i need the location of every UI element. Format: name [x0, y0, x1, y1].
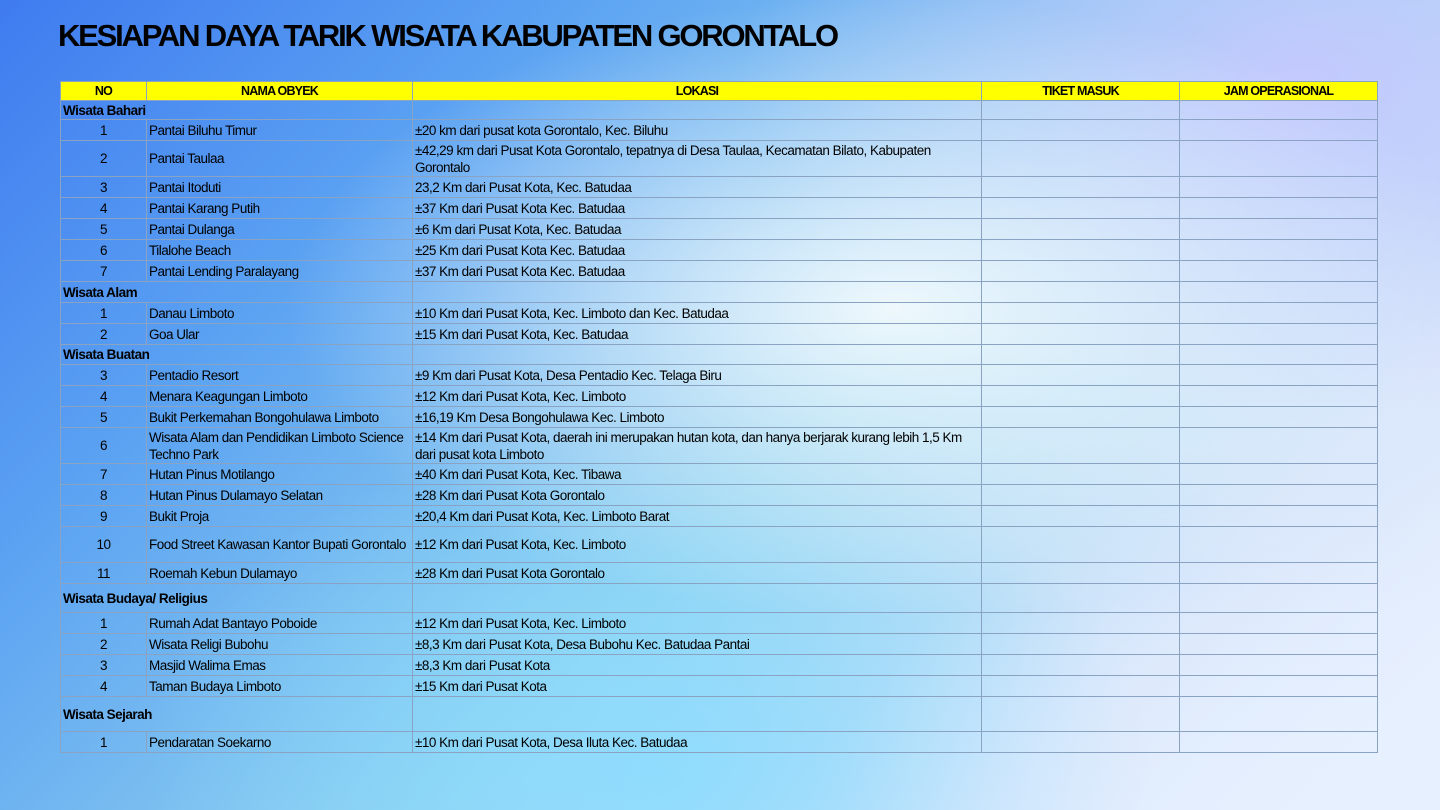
cell-no: 11	[61, 563, 147, 584]
cell-lokasi: ±28 Km dari Pusat Kota Gorontalo	[413, 563, 982, 584]
cell-lokasi: ±20,4 Km dari Pusat Kota, Kec. Limboto Barat	[413, 506, 982, 527]
cell-lokasi: ±9 Km dari Pusat Kota, Desa Pentadio Kec. Telaga Biru	[413, 365, 982, 386]
cell-tiket-masuk	[982, 527, 1180, 563]
cell-no: 5	[61, 407, 147, 428]
cell-jam-operasional	[1180, 120, 1378, 141]
cell-nama-obyek: Pantai Dulanga	[147, 219, 413, 240]
table-row	[61, 303, 1378, 324]
empty-cell	[982, 282, 1180, 303]
empty-cell	[1180, 697, 1378, 732]
cell-lokasi: ±37 Km dari Pusat Kota Kec. Batudaa	[413, 261, 982, 282]
header-jam-operasional: JAM OPERASIONAL	[1180, 82, 1378, 101]
cell-tiket-masuk	[982, 428, 1180, 464]
cell-nama-obyek: Pantai Taulaa	[147, 141, 413, 177]
cell-jam-operasional	[1180, 485, 1378, 506]
cell-lokasi: ±40 Km dari Pusat Kota, Kec. Tibawa	[413, 464, 982, 485]
cell-no: 7	[61, 261, 147, 282]
cell-no: 3	[61, 365, 147, 386]
cell-tiket-masuk	[982, 198, 1180, 219]
category-label: Wisata Alam	[61, 282, 413, 303]
empty-cell	[413, 282, 982, 303]
cell-jam-operasional	[1180, 676, 1378, 697]
cell-jam-operasional	[1180, 198, 1378, 219]
cell-jam-operasional	[1180, 428, 1378, 464]
cell-nama-obyek: Rumah Adat Bantayo Poboide	[147, 613, 413, 634]
cell-tiket-masuk	[982, 613, 1180, 634]
table-row	[61, 407, 1378, 428]
cell-no: 9	[61, 506, 147, 527]
empty-cell	[413, 697, 982, 732]
cell-nama-obyek: Pentadio Resort	[147, 365, 413, 386]
cell-lokasi: ±8,3 Km dari Pusat Kota, Desa Bubohu Kec. Batudaa Pantai	[413, 634, 982, 655]
category-row	[61, 345, 1378, 365]
cell-nama-obyek: Hutan Pinus Dulamayo Selatan	[147, 485, 413, 506]
cell-no: 3	[61, 177, 147, 198]
cell-jam-operasional	[1180, 261, 1378, 282]
cell-lokasi: ±10 Km dari Pusat Kota, Desa Iluta Kec. Batudaa	[413, 732, 982, 753]
cell-nama-obyek: Roemah Kebun Dulamayo	[147, 563, 413, 584]
category-label: Wisata Sejarah	[61, 697, 413, 732]
cell-tiket-masuk	[982, 407, 1180, 428]
cell-tiket-masuk	[982, 240, 1180, 261]
cell-no: 1	[61, 732, 147, 753]
cell-nama-obyek: Tilalohe Beach	[147, 240, 413, 261]
table-row	[61, 198, 1378, 219]
cell-nama-obyek: Taman Budaya Limboto	[147, 676, 413, 697]
cell-no: 6	[61, 240, 147, 261]
cell-nama-obyek: Pantai Karang Putih	[147, 198, 413, 219]
cell-jam-operasional	[1180, 141, 1378, 177]
cell-no: 2	[61, 324, 147, 345]
cell-nama-obyek: Wisata Religi Bubohu	[147, 634, 413, 655]
cell-jam-operasional	[1180, 219, 1378, 240]
cell-no: 1	[61, 613, 147, 634]
cell-jam-operasional	[1180, 655, 1378, 676]
empty-cell	[982, 697, 1180, 732]
cell-tiket-masuk	[982, 141, 1180, 177]
cell-nama-obyek: Goa Ular	[147, 324, 413, 345]
cell-jam-operasional	[1180, 407, 1378, 428]
cell-no: 10	[61, 527, 147, 563]
cell-lokasi: ±12 Km dari Pusat Kota, Kec. Limboto	[413, 613, 982, 634]
category-label: Wisata Budaya/ Religius	[61, 584, 413, 613]
empty-cell	[1180, 101, 1378, 120]
page-title: KESIAPAN DAYA TARIK WISATA KABUPATEN GORONTALO	[58, 18, 837, 53]
tourism-table	[60, 81, 1378, 753]
cell-nama-obyek: Pantai Biluhu Timur	[147, 120, 413, 141]
cell-jam-operasional	[1180, 634, 1378, 655]
cell-jam-operasional	[1180, 240, 1378, 261]
cell-lokasi: ±42,29 km dari Pusat Kota Gorontalo, tepatnya di Desa Taulaa, Kecamatan Bilato, Kabupaten Gorontalo	[413, 141, 982, 177]
table-row	[61, 324, 1378, 345]
table-row	[61, 219, 1378, 240]
cell-nama-obyek: Wisata Alam dan Pendidikan Limboto Science Techno Park	[147, 428, 413, 464]
cell-jam-operasional	[1180, 386, 1378, 407]
header-lokasi: LOKASI	[413, 82, 982, 101]
cell-lokasi: ±15 Km dari Pusat Kota, Kec. Batudaa	[413, 324, 982, 345]
cell-lokasi: ±28 Km dari Pusat Kota Gorontalo	[413, 485, 982, 506]
cell-no: 1	[61, 303, 147, 324]
empty-cell	[413, 584, 982, 613]
table-row	[61, 655, 1378, 676]
cell-jam-operasional	[1180, 324, 1378, 345]
table-row	[61, 120, 1378, 141]
category-row	[61, 584, 1378, 613]
cell-jam-operasional	[1180, 365, 1378, 386]
cell-tiket-masuk	[982, 303, 1180, 324]
cell-nama-obyek: Danau Limboto	[147, 303, 413, 324]
cell-jam-operasional	[1180, 506, 1378, 527]
cell-no: 7	[61, 464, 147, 485]
table-row	[61, 676, 1378, 697]
cell-nama-obyek: Masjid Walima Emas	[147, 655, 413, 676]
cell-lokasi: 23,2 Km dari Pusat Kota, Kec. Batudaa	[413, 177, 982, 198]
cell-tiket-masuk	[982, 485, 1180, 506]
cell-nama-obyek: Hutan Pinus Motilango	[147, 464, 413, 485]
category-label: Wisata Bahari	[61, 101, 413, 120]
cell-lokasi: ±12 Km dari Pusat Kota, Kec. Limboto	[413, 527, 982, 563]
cell-no: 6	[61, 428, 147, 464]
cell-nama-obyek: Pantai Itoduti	[147, 177, 413, 198]
cell-tiket-masuk	[982, 177, 1180, 198]
category-label: Wisata Buatan	[61, 345, 413, 365]
empty-cell	[1180, 584, 1378, 613]
cell-no: 4	[61, 198, 147, 219]
table-row	[61, 485, 1378, 506]
table-header-row	[61, 82, 1378, 101]
table-row	[61, 613, 1378, 634]
cell-no: 4	[61, 386, 147, 407]
category-row	[61, 101, 1378, 120]
cell-nama-obyek: Pendaratan Soekarno	[147, 732, 413, 753]
header-nama-obyek: NAMA OBYEK	[147, 82, 413, 101]
table-row	[61, 464, 1378, 485]
table-row	[61, 527, 1378, 563]
cell-lokasi: ±20 km dari pusat kota Gorontalo, Kec. Biluhu	[413, 120, 982, 141]
cell-lokasi: ±15 Km dari Pusat Kota	[413, 676, 982, 697]
table-row	[61, 141, 1378, 177]
empty-cell	[982, 345, 1180, 365]
header-no: NO	[61, 82, 147, 101]
cell-no: 2	[61, 634, 147, 655]
cell-jam-operasional	[1180, 732, 1378, 753]
cell-lokasi: ±37 Km dari Pusat Kota Kec. Batudaa	[413, 198, 982, 219]
cell-tiket-masuk	[982, 676, 1180, 697]
empty-cell	[413, 345, 982, 365]
cell-no: 2	[61, 141, 147, 177]
empty-cell	[1180, 282, 1378, 303]
cell-nama-obyek: Bukit Perkemahan Bongohulawa Limboto	[147, 407, 413, 428]
cell-jam-operasional	[1180, 303, 1378, 324]
cell-lokasi: ±12 Km dari Pusat Kota, Kec. Limboto	[413, 386, 982, 407]
table-row	[61, 365, 1378, 386]
table-row	[61, 240, 1378, 261]
cell-nama-obyek: Food Street Kawasan Kantor Bupati Gorontalo	[147, 527, 413, 563]
cell-no: 5	[61, 219, 147, 240]
cell-lokasi: ±25 Km dari Pusat Kota Kec. Batudaa	[413, 240, 982, 261]
cell-tiket-masuk	[982, 219, 1180, 240]
cell-jam-operasional	[1180, 177, 1378, 198]
cell-nama-obyek: Bukit Proja	[147, 506, 413, 527]
cell-lokasi: ±16,19 Km Desa Bongohulawa Kec. Limboto	[413, 407, 982, 428]
empty-cell	[1180, 345, 1378, 365]
cell-tiket-masuk	[982, 634, 1180, 655]
cell-tiket-masuk	[982, 261, 1180, 282]
cell-tiket-masuk	[982, 324, 1180, 345]
cell-no: 4	[61, 676, 147, 697]
category-row	[61, 282, 1378, 303]
category-row	[61, 697, 1378, 732]
cell-nama-obyek: Pantai Lending Paralayang	[147, 261, 413, 282]
table-row	[61, 732, 1378, 753]
cell-tiket-masuk	[982, 732, 1180, 753]
cell-jam-operasional	[1180, 464, 1378, 485]
table-row	[61, 506, 1378, 527]
cell-tiket-masuk	[982, 655, 1180, 676]
cell-lokasi: ±8,3 Km dari Pusat Kota	[413, 655, 982, 676]
cell-lokasi: ±14 Km dari Pusat Kota, daerah ini merupakan hutan kota, dan hanya berjarak kurang lebih 1,5 Km dari pusat kota Limboto	[413, 428, 982, 464]
empty-cell	[413, 101, 982, 120]
cell-tiket-masuk	[982, 506, 1180, 527]
table-row	[61, 386, 1378, 407]
cell-tiket-masuk	[982, 386, 1180, 407]
table-row	[61, 634, 1378, 655]
cell-no: 8	[61, 485, 147, 506]
cell-no: 3	[61, 655, 147, 676]
table-row	[61, 261, 1378, 282]
empty-cell	[982, 101, 1180, 120]
cell-tiket-masuk	[982, 120, 1180, 141]
empty-cell	[982, 584, 1180, 613]
cell-tiket-masuk	[982, 464, 1180, 485]
header-tiket-masuk: TIKET MASUK	[982, 82, 1180, 101]
table-row	[61, 428, 1378, 464]
table-row	[61, 177, 1378, 198]
cell-jam-operasional	[1180, 613, 1378, 634]
cell-no: 1	[61, 120, 147, 141]
cell-lokasi: ±10 Km dari Pusat Kota, Kec. Limboto dan Kec. Batudaa	[413, 303, 982, 324]
cell-jam-operasional	[1180, 527, 1378, 563]
cell-tiket-masuk	[982, 563, 1180, 584]
cell-nama-obyek: Menara Keagungan Limboto	[147, 386, 413, 407]
cell-tiket-masuk	[982, 365, 1180, 386]
cell-jam-operasional	[1180, 563, 1378, 584]
table-row	[61, 563, 1378, 584]
cell-lokasi: ±6 Km dari Pusat Kota, Kec. Batudaa	[413, 219, 982, 240]
